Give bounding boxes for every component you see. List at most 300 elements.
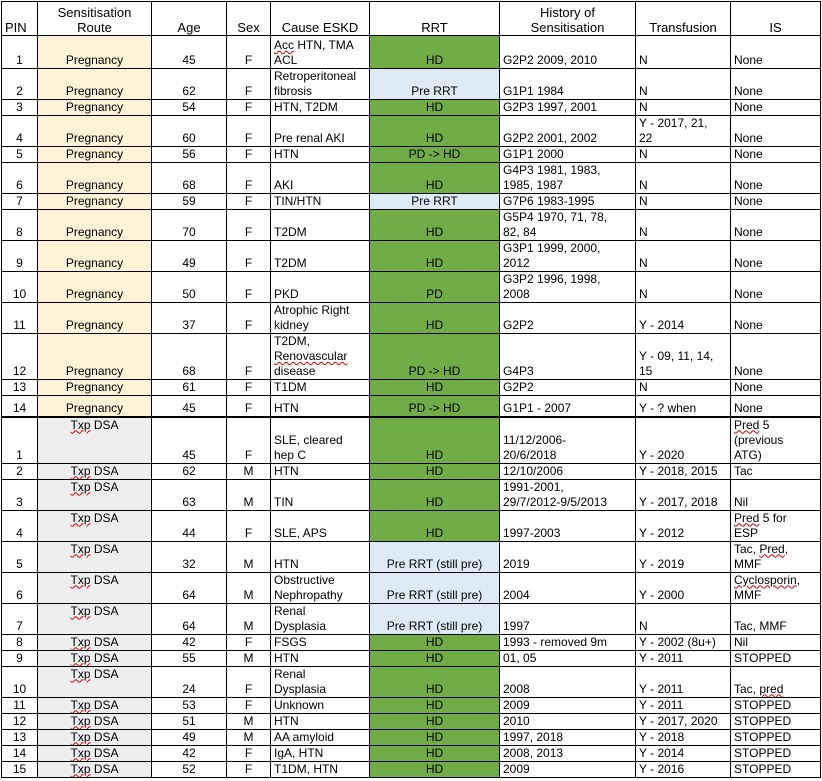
row-pin: 15 bbox=[2, 761, 38, 777]
row-pin: 2 bbox=[2, 463, 38, 479]
row-sex: M bbox=[227, 713, 271, 729]
row-pin: 6 bbox=[2, 163, 38, 194]
spellcheck-mark: Txp bbox=[70, 510, 91, 525]
row-cause: T2DM, Renovascular disease bbox=[271, 334, 370, 380]
row-is: STOPPED bbox=[731, 650, 821, 666]
row-sex: F bbox=[227, 634, 271, 650]
row-cause: Acc HTN, TMA ACL bbox=[271, 36, 370, 69]
row-is: None bbox=[731, 36, 821, 69]
table-row bbox=[2, 36, 821, 69]
row-is: None bbox=[731, 147, 821, 163]
row-route bbox=[38, 541, 152, 572]
row-pin: 5 bbox=[2, 541, 38, 572]
route-label: Pregnancy bbox=[65, 147, 124, 161]
row-transfusion: Y - 2016 bbox=[636, 761, 731, 777]
row-history: 1997, 2018 bbox=[500, 729, 636, 745]
row-route bbox=[38, 241, 152, 272]
row-cause: Renal Dysplasia bbox=[271, 666, 370, 697]
row-transfusion: Y - 09, 11, 14, 15 bbox=[636, 334, 731, 380]
row-cause: HTN bbox=[271, 147, 370, 163]
row-sex: F bbox=[227, 697, 271, 713]
row-pin: 4 bbox=[2, 510, 38, 541]
row-transfusion: Y - 2018, 2015 bbox=[636, 463, 731, 479]
row-route bbox=[38, 163, 152, 194]
row-transfusion: N bbox=[636, 603, 731, 634]
row-history: G5P4 1970, 71, 78, 82, 84 bbox=[500, 210, 636, 241]
row-history: G1P1 1984 bbox=[500, 69, 636, 100]
row-history: G2P2 bbox=[500, 303, 636, 334]
row-sex: M bbox=[227, 603, 271, 634]
row-is: Tac bbox=[731, 463, 821, 479]
row-sex: F bbox=[227, 303, 271, 334]
spellcheck-mark: Acc bbox=[274, 38, 295, 52]
row-transfusion: N bbox=[636, 36, 731, 69]
spellcheck-mark: Txp bbox=[70, 761, 91, 776]
row-cause: HTN bbox=[271, 713, 370, 729]
row-rrt: PD -> HD bbox=[370, 147, 500, 163]
row-pin: 10 bbox=[2, 272, 38, 303]
table-row bbox=[2, 194, 821, 210]
row-sex: F bbox=[227, 147, 271, 163]
patient-sensitisation-table bbox=[1, 1, 821, 778]
row-age: 61 bbox=[152, 380, 227, 396]
row-route bbox=[38, 396, 152, 417]
table-row bbox=[2, 272, 821, 303]
row-rrt: HD bbox=[370, 745, 500, 761]
row-is: Pred 5 for ESP bbox=[731, 510, 821, 541]
row-sex: F bbox=[227, 194, 271, 210]
row-transfusion: Y - 2011 bbox=[636, 650, 731, 666]
row-is: Tac, MMF bbox=[731, 603, 821, 634]
row-age: 63 bbox=[152, 479, 227, 510]
route-label: Pregnancy bbox=[65, 400, 124, 415]
row-history: G2P2 2001, 2002 bbox=[500, 116, 636, 147]
row-rrt: Pre RRT bbox=[370, 69, 500, 100]
row-age: 42 bbox=[152, 745, 227, 761]
row-transfusion: Y - 2011 bbox=[636, 666, 731, 697]
row-transfusion: Y - 2019 bbox=[636, 541, 731, 572]
route-label: Pregnancy bbox=[65, 178, 124, 192]
row-pin: 1 bbox=[2, 36, 38, 69]
row-route bbox=[38, 463, 152, 479]
row-route bbox=[38, 194, 152, 210]
row-cause: T1DM, HTN bbox=[271, 761, 370, 777]
row-transfusion: Y - 2017, 2018 bbox=[636, 479, 731, 510]
route-label: Txp DSA bbox=[70, 666, 119, 681]
route-label: Pregnancy bbox=[65, 318, 124, 332]
row-transfusion: Y - 2017, 2020 bbox=[636, 713, 731, 729]
header-age: Age bbox=[152, 2, 227, 36]
row-route bbox=[38, 713, 152, 729]
row-is: STOPPED bbox=[731, 697, 821, 713]
row-route bbox=[38, 650, 152, 666]
row-route bbox=[38, 745, 152, 761]
row-age: 45 bbox=[152, 396, 227, 417]
row-cause: HTN, T2DM bbox=[271, 100, 370, 116]
table-header bbox=[2, 2, 821, 36]
row-is: None bbox=[731, 380, 821, 396]
row-route bbox=[38, 417, 152, 464]
row-age: 64 bbox=[152, 603, 227, 634]
row-history: 2009 bbox=[500, 761, 636, 777]
route-label: Pregnancy bbox=[65, 287, 124, 301]
row-pin: 9 bbox=[2, 650, 38, 666]
header-cause: Cause ESKD bbox=[271, 2, 370, 36]
header-transfusion: Transfusion bbox=[636, 2, 731, 36]
row-sex: F bbox=[227, 745, 271, 761]
spellcheck-mark: Txp bbox=[70, 729, 91, 744]
row-age: 45 bbox=[152, 36, 227, 69]
row-rrt: HD bbox=[370, 100, 500, 116]
row-sex: M bbox=[227, 729, 271, 745]
row-cause: PKD bbox=[271, 272, 370, 303]
route-label: Txp DSA bbox=[70, 603, 119, 618]
row-cause: T2DM bbox=[271, 210, 370, 241]
route-label: Pregnancy bbox=[65, 364, 124, 378]
spellcheck-mark: Txp bbox=[70, 572, 91, 587]
row-route bbox=[38, 479, 152, 510]
route-label: Pregnancy bbox=[65, 131, 124, 145]
spellcheck-mark: Txp bbox=[70, 713, 91, 728]
table-row bbox=[2, 147, 821, 163]
row-age: 68 bbox=[152, 163, 227, 194]
row-is: Nil bbox=[731, 634, 821, 650]
table-row bbox=[2, 479, 821, 510]
row-rrt: HD bbox=[370, 761, 500, 777]
row-history: 2009 bbox=[500, 697, 636, 713]
row-transfusion: Y - 2017, 21, 22 bbox=[636, 116, 731, 147]
row-transfusion: N bbox=[636, 210, 731, 241]
row-age: 70 bbox=[152, 210, 227, 241]
row-age: 49 bbox=[152, 729, 227, 745]
row-transfusion: Y - 2002 (8u+) bbox=[636, 634, 731, 650]
row-pin: 5 bbox=[2, 147, 38, 163]
row-route bbox=[38, 510, 152, 541]
row-route bbox=[38, 272, 152, 303]
row-route bbox=[38, 36, 152, 69]
row-sex: M bbox=[227, 479, 271, 510]
row-is: STOPPED bbox=[731, 729, 821, 745]
row-cause: Atrophic Right kidney bbox=[271, 303, 370, 334]
spellcheck-mark: Pred bbox=[734, 417, 760, 432]
row-rrt: PD bbox=[370, 272, 500, 303]
row-rrt: HD bbox=[370, 163, 500, 194]
table-row bbox=[2, 697, 821, 713]
header-history: History of Sensitisation bbox=[500, 2, 636, 36]
row-cause: SLE, cleared hep C bbox=[271, 417, 370, 464]
row-history: G3P1 1999, 2000, 2012 bbox=[500, 241, 636, 272]
row-history: G1P1 2000 bbox=[500, 147, 636, 163]
table-row bbox=[2, 572, 821, 603]
spellcheck-mark: Pred bbox=[759, 541, 785, 556]
row-rrt: HD bbox=[370, 417, 500, 464]
row-sex: M bbox=[227, 572, 271, 603]
row-age: 60 bbox=[152, 116, 227, 147]
table-row bbox=[2, 241, 821, 272]
row-is: STOPPED bbox=[731, 761, 821, 777]
row-route bbox=[38, 334, 152, 380]
row-route bbox=[38, 761, 152, 777]
row-sex: M bbox=[227, 650, 271, 666]
route-label: Txp DSA bbox=[70, 761, 119, 776]
table-row bbox=[2, 666, 821, 697]
row-route bbox=[38, 116, 152, 147]
row-rrt: PD -> HD bbox=[370, 396, 500, 417]
table-row bbox=[2, 210, 821, 241]
row-cause: FSGS bbox=[271, 634, 370, 650]
row-sex: F bbox=[227, 334, 271, 380]
row-sex: F bbox=[227, 241, 271, 272]
row-pin: 4 bbox=[2, 116, 38, 147]
route-label: Txp DSA bbox=[70, 541, 119, 556]
row-route bbox=[38, 729, 152, 745]
row-history: 2008, 2013 bbox=[500, 745, 636, 761]
table-row bbox=[2, 116, 821, 147]
row-cause: Retroperitoneal fibrosis bbox=[271, 69, 370, 100]
row-history: G2P2 bbox=[500, 380, 636, 396]
row-rrt: PD -> HD bbox=[370, 334, 500, 380]
row-route bbox=[38, 697, 152, 713]
route-label: Pregnancy bbox=[65, 194, 124, 208]
row-transfusion: N bbox=[636, 194, 731, 210]
row-pin: 14 bbox=[2, 745, 38, 761]
row-history: G3P2 1996, 1998, 2008 bbox=[500, 272, 636, 303]
row-route bbox=[38, 380, 152, 396]
row-age: 45 bbox=[152, 417, 227, 464]
row-is: None bbox=[731, 69, 821, 100]
row-pin: 8 bbox=[2, 210, 38, 241]
row-rrt: HD bbox=[370, 463, 500, 479]
spellcheck-mark: Cyclosporin bbox=[734, 572, 797, 587]
spellcheck-mark: Txp bbox=[70, 603, 91, 618]
row-sex: F bbox=[227, 417, 271, 464]
header-is: IS bbox=[731, 2, 821, 36]
row-history: G2P2 2009, 2010 bbox=[500, 36, 636, 69]
spellcheck-mark: pred bbox=[759, 681, 784, 696]
route-label: Txp DSA bbox=[70, 510, 119, 525]
row-is: None bbox=[731, 163, 821, 194]
header-route: Sensitisation Route bbox=[38, 2, 152, 36]
row-is: None bbox=[731, 210, 821, 241]
row-rrt: HD bbox=[370, 650, 500, 666]
row-transfusion: N bbox=[636, 380, 731, 396]
row-pin: 3 bbox=[2, 100, 38, 116]
row-pin: 11 bbox=[2, 303, 38, 334]
row-age: 49 bbox=[152, 241, 227, 272]
route-label: Pregnancy bbox=[65, 225, 124, 239]
row-cause: AA amyloid bbox=[271, 729, 370, 745]
row-transfusion: Y - 2012 bbox=[636, 510, 731, 541]
row-is: None bbox=[731, 303, 821, 334]
row-is: None bbox=[731, 272, 821, 303]
row-pin: 12 bbox=[2, 334, 38, 380]
spellcheck-mark: Txp bbox=[70, 650, 91, 665]
row-age: 64 bbox=[152, 572, 227, 603]
row-sex: F bbox=[227, 36, 271, 69]
route-label: Txp DSA bbox=[70, 572, 119, 587]
row-sex: F bbox=[227, 100, 271, 116]
row-is: None bbox=[731, 100, 821, 116]
row-sex: F bbox=[227, 116, 271, 147]
row-history: 2004 bbox=[500, 572, 636, 603]
row-cause: T2DM bbox=[271, 241, 370, 272]
row-history: G1P1 - 2007 bbox=[500, 396, 636, 417]
row-rrt: HD bbox=[370, 116, 500, 147]
spellcheck-mark: Txp bbox=[70, 666, 91, 681]
spellcheck-mark: Txp bbox=[70, 745, 91, 760]
row-rrt: HD bbox=[370, 634, 500, 650]
table-row bbox=[2, 634, 821, 650]
row-is: None bbox=[731, 396, 821, 417]
row-age: 42 bbox=[152, 634, 227, 650]
row-history: G7P6 1983-1995 bbox=[500, 194, 636, 210]
row-is: None bbox=[731, 116, 821, 147]
row-route bbox=[38, 666, 152, 697]
header-pin: PIN bbox=[2, 2, 38, 36]
row-rrt: Pre RRT (still pre) bbox=[370, 541, 500, 572]
row-sex: M bbox=[227, 463, 271, 479]
row-age: 53 bbox=[152, 697, 227, 713]
row-cause: TIN bbox=[271, 479, 370, 510]
row-sex: M bbox=[227, 541, 271, 572]
row-transfusion: Y - 2014 bbox=[636, 745, 731, 761]
row-age: 68 bbox=[152, 334, 227, 380]
row-history: 01, 05 bbox=[500, 650, 636, 666]
row-pin: 12 bbox=[2, 713, 38, 729]
row-age: 59 bbox=[152, 194, 227, 210]
row-transfusion: Y - 2000 bbox=[636, 572, 731, 603]
table-row bbox=[2, 69, 821, 100]
row-age: 62 bbox=[152, 463, 227, 479]
row-cause: HTN bbox=[271, 541, 370, 572]
row-history: G2P3 1997, 2001 bbox=[500, 100, 636, 116]
row-age: 52 bbox=[152, 761, 227, 777]
row-pin: 11 bbox=[2, 697, 38, 713]
table-row bbox=[2, 396, 821, 417]
row-age: 44 bbox=[152, 510, 227, 541]
row-sex: F bbox=[227, 396, 271, 417]
row-transfusion: Y - 2018 bbox=[636, 729, 731, 745]
row-transfusion: N bbox=[636, 100, 731, 116]
row-is: Tac, pred bbox=[731, 666, 821, 697]
route-label: Pregnancy bbox=[65, 100, 124, 114]
row-cause: IgA, HTN bbox=[271, 745, 370, 761]
row-is: Cyclosporin, MMF bbox=[731, 572, 821, 603]
route-label: Txp DSA bbox=[70, 479, 119, 494]
spellcheck-mark: Txp bbox=[70, 417, 91, 432]
row-transfusion: N bbox=[636, 163, 731, 194]
route-label: Pregnancy bbox=[65, 84, 124, 98]
row-is: Tac, Pred, MMF bbox=[731, 541, 821, 572]
table-row bbox=[2, 463, 821, 479]
row-route bbox=[38, 634, 152, 650]
row-cause: Obstructive Nephropathy bbox=[271, 572, 370, 603]
route-label: Txp DSA bbox=[70, 463, 119, 478]
row-history: 1993 - removed 9m bbox=[500, 634, 636, 650]
row-sex: F bbox=[227, 761, 271, 777]
row-transfusion: N bbox=[636, 69, 731, 100]
route-label: Pregnancy bbox=[65, 256, 124, 270]
table-row bbox=[2, 650, 821, 666]
row-rrt: HD bbox=[370, 697, 500, 713]
row-rrt: HD bbox=[370, 380, 500, 396]
row-cause: Unknown bbox=[271, 697, 370, 713]
row-pin: 2 bbox=[2, 69, 38, 100]
row-pin: 14 bbox=[2, 396, 38, 417]
row-is: STOPPED bbox=[731, 745, 821, 761]
row-cause: AKI bbox=[271, 163, 370, 194]
table-row bbox=[2, 745, 821, 761]
table-row bbox=[2, 729, 821, 745]
row-sex: F bbox=[227, 272, 271, 303]
row-history: 11/12/2006- 20/6/2018 bbox=[500, 417, 636, 464]
row-age: 50 bbox=[152, 272, 227, 303]
spellcheck-mark: Txp bbox=[70, 463, 91, 478]
row-rrt: HD bbox=[370, 36, 500, 69]
row-age: 32 bbox=[152, 541, 227, 572]
row-is: STOPPED bbox=[731, 713, 821, 729]
row-rrt: Pre RRT (still pre) bbox=[370, 603, 500, 634]
table-row bbox=[2, 303, 821, 334]
row-is: None bbox=[731, 241, 821, 272]
row-route bbox=[38, 100, 152, 116]
row-transfusion: Y - 2020 bbox=[636, 417, 731, 464]
row-route bbox=[38, 303, 152, 334]
table-row bbox=[2, 334, 821, 380]
row-cause: SLE, APS bbox=[271, 510, 370, 541]
row-age: 62 bbox=[152, 69, 227, 100]
row-rrt: Pre RRT bbox=[370, 194, 500, 210]
table-row bbox=[2, 541, 821, 572]
row-age: 51 bbox=[152, 713, 227, 729]
spellcheck-mark: Pred bbox=[734, 510, 760, 525]
row-is: None bbox=[731, 194, 821, 210]
row-rrt: HD bbox=[370, 729, 500, 745]
table-row bbox=[2, 510, 821, 541]
spellcheck-mark: Renovascular bbox=[274, 349, 348, 363]
row-pin: 7 bbox=[2, 603, 38, 634]
row-route bbox=[38, 572, 152, 603]
row-transfusion: N bbox=[636, 241, 731, 272]
header-sex: Sex bbox=[227, 2, 271, 36]
route-label: Txp DSA bbox=[70, 650, 119, 665]
header-row bbox=[2, 2, 821, 36]
row-is: Pred 5 (previous ATG) bbox=[731, 417, 821, 464]
row-pin: 3 bbox=[2, 479, 38, 510]
row-route bbox=[38, 603, 152, 634]
route-label: Txp DSA bbox=[70, 745, 119, 760]
row-history: G4P3 1981, 1983, 1985, 1987 bbox=[500, 163, 636, 194]
route-label: Txp DSA bbox=[70, 729, 119, 744]
table-row bbox=[2, 380, 821, 396]
row-cause: HTN bbox=[271, 463, 370, 479]
row-pin: 7 bbox=[2, 194, 38, 210]
row-transfusion: Y - ? when bbox=[636, 396, 731, 417]
row-sex: F bbox=[227, 69, 271, 100]
row-sex: F bbox=[227, 666, 271, 697]
row-transfusion: N bbox=[636, 272, 731, 303]
table-row bbox=[2, 603, 821, 634]
row-rrt: HD bbox=[370, 303, 500, 334]
spellcheck-mark: Txp bbox=[70, 634, 91, 649]
row-sex: F bbox=[227, 163, 271, 194]
route-label: Txp DSA bbox=[70, 417, 119, 432]
row-pin: 13 bbox=[2, 729, 38, 745]
table-row bbox=[2, 417, 821, 464]
row-route bbox=[38, 69, 152, 100]
route-label: Txp DSA bbox=[70, 634, 119, 649]
row-history: G4P3 bbox=[500, 334, 636, 380]
